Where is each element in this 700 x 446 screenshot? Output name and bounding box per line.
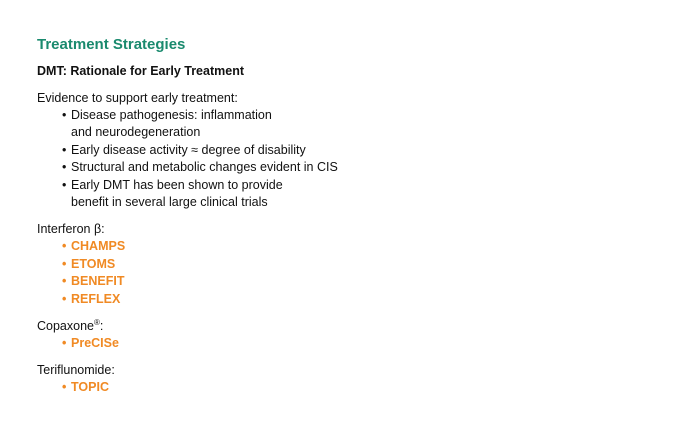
interferon-section	[37, 221, 677, 308]
list-item	[62, 159, 677, 176]
bullet-icon: •	[62, 239, 67, 254]
bullet-icon: •	[62, 291, 67, 306]
trial-item-champs	[62, 238, 677, 255]
trial-name: REFLEX	[71, 291, 121, 306]
bullet-icon: •	[62, 336, 67, 351]
evidence-item-line: Structural and metabolic changes evident in CIS	[71, 160, 338, 175]
trial-item-topic	[62, 379, 677, 396]
trial-item-precise	[62, 335, 677, 352]
teriflunomide-trial-list	[37, 379, 677, 396]
evidence-section	[37, 90, 677, 211]
trial-name: ETOMS	[71, 256, 116, 271]
registered-mark: ®	[94, 317, 100, 327]
list-item	[62, 142, 677, 159]
teriflunomide-section	[37, 362, 677, 396]
slide-subtitle: DMT: Rationale for Early Treatment	[37, 64, 244, 78]
interferon-heading: Interferon β:	[37, 222, 105, 237]
evidence-item-line: Disease pathogenesis: inflammation	[71, 108, 272, 122]
trial-item-benefit	[62, 273, 677, 290]
bullet-icon: •	[62, 108, 67, 122]
copaxone-heading	[37, 318, 677, 335]
trial-item-etoms	[62, 256, 677, 273]
evidence-item-line: and neurodegeneration	[71, 125, 201, 140]
copaxone-heading-suffix: :	[99, 319, 104, 334]
trial-name: PreCISe	[71, 336, 119, 351]
list-item	[62, 177, 677, 212]
bullet-icon: •	[62, 256, 67, 271]
bullet-icon: •	[62, 274, 67, 289]
evidence-item-line: Early DMT has been shown to provide	[71, 177, 283, 192]
trial-name: BENEFIT	[71, 274, 125, 289]
evidence-item-line: Early disease activity ≈ degree of disability	[71, 142, 306, 157]
evidence-item-line: benefit in several large clinical trials	[71, 195, 268, 210]
bullet-icon: •	[62, 177, 67, 192]
list-item	[62, 107, 677, 142]
bullet-icon: •	[62, 142, 67, 157]
teriflunomide-heading: Teriflunomide:	[37, 363, 115, 378]
copaxone-section	[37, 318, 677, 352]
slide-title: Treatment Strategies	[37, 36, 186, 53]
copaxone-trial-list	[37, 335, 677, 352]
trial-item-reflex	[62, 291, 677, 308]
copaxone-heading-text: Copaxone	[37, 319, 94, 334]
bullet-icon: •	[62, 160, 67, 175]
trial-name: CHAMPS	[71, 239, 126, 254]
interferon-trial-list	[37, 238, 677, 308]
evidence-heading: Evidence to support early treatment:	[37, 91, 238, 105]
trial-name: TOPIC	[71, 380, 109, 395]
bullet-icon: •	[62, 380, 67, 395]
slide	[37, 36, 677, 397]
evidence-list	[37, 107, 677, 211]
